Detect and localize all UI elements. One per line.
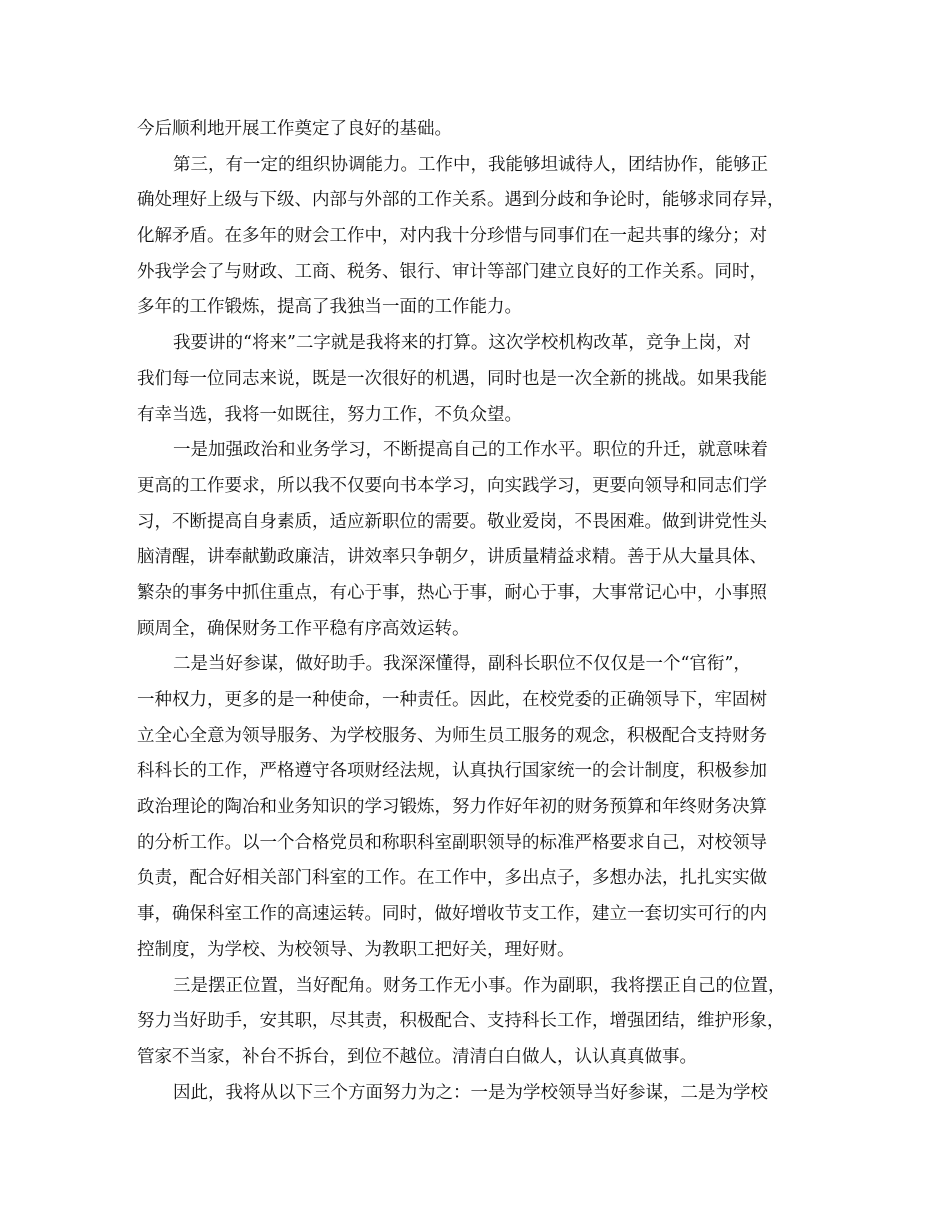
- text-line: 科科长的工作，严格遵守各项财经法规，认真执行国家统一的会计制度，积极参加: [137, 761, 767, 782]
- text-line: 控制度，为学校、为校领导、为教职工把好关，理好财。: [137, 939, 575, 960]
- text-line: 化解矛盾。在多年的财会工作中，对内我十分珍惜与同事们在一起共事的缘分；对: [137, 226, 767, 247]
- paragraph-first-line: 第三，有一定的组织协调能力。工作中，我能够坦诚待人，团结协作，能够正: [173, 154, 768, 175]
- text-line: 的分析工作。以一个合格党员和称职科室副职领导的标准严格要求自己，对校领导: [137, 832, 767, 853]
- paragraph-first-line: 二是当好参谋，做好助手。我深深懂得，副科长职位不仅仅是一个“官衔”，: [173, 654, 751, 675]
- text-line: 更高的工作要求，所以我不仅要向书本学习，向实践学习，更要向领导和同志们学: [137, 475, 767, 496]
- body-text: [137, 112, 827, 1111]
- text-line: 负责，配合好相关部门科室的工作。在工作中，多出点子，多想办法，扎扎实实做: [137, 868, 767, 889]
- text-line: 政治理论的陶冶和业务知识的学习锻炼，努力作好年初的财务预算和年终财务决算: [137, 797, 767, 818]
- text-line: 繁杂的事务中抓住重点，有心于事，热心于事，耐心于事，大事常记心中，小事照: [137, 582, 767, 603]
- text-line: 我们每一位同志来说，既是一次很好的机遇，同时也是一次全新的挑战。如果我能: [137, 368, 767, 389]
- paragraph-first-line: 因此，我将从以下三个方面努力为之：一是为学校领导当好参谋，二是为学校: [173, 1082, 768, 1103]
- text-line: 立全心全意为领导服务、为学校服务、为师生员工服务的观念，积极配合支持财务: [137, 725, 767, 746]
- text-line: 管家不当家，补台不拆台，到位不越位。清清白白做人，认认真真做事。: [137, 1046, 697, 1067]
- text-line: 有幸当选，我将一如既往，努力工作，不负众望。: [137, 404, 522, 425]
- text-line: 顾周全，确保财务工作平稳有序高效运转。: [137, 618, 470, 639]
- text-line: 脑清醒，讲奉献勤政廉洁，讲效率只争朝夕，讲质量精益求精。善于从大量具体、: [137, 547, 767, 568]
- text-line: 努力当好助手，安其职，尽其责，积极配合、支持科长工作，增强团结，维护形象，: [137, 1011, 785, 1032]
- paragraph-first-line: 一是加强政治和业务学习，不断提高自己的工作水平。职位的升迁，就意味着: [173, 440, 768, 461]
- text-line: 今后顺利地开展工作奠定了良好的基础。: [137, 119, 452, 139]
- text-line: 一种权力，更多的是一种使命，一种责任。因此，在校党委的正确领导下，牢固树: [137, 690, 767, 710]
- paragraph-first-line: 我要讲的“将来”二字就是我将来的打算。这次学校机构改革，竞争上岗，对: [173, 333, 751, 354]
- text-line: 事，确保科室工作的高速运转。同时，做好增收节支工作，建立一套切实可行的内: [137, 904, 767, 925]
- text-line: 习，不断提高自身素质，适应新职位的需要。敬业爱岗，不畏困难。做到讲党性头: [137, 511, 767, 532]
- text-line: 外我学会了与财政、工商、税务、银行、审计等部门建立良好的工作关系。同时，: [137, 261, 767, 282]
- paragraph-first-line: 三是摆正位置，当好配角。财务工作无小事。作为副职，我将摆正自己的位置，: [173, 975, 786, 996]
- text-line: 确处理好上级与下级、内部与外部的工作关系。遇到分歧和争论时，能够求同存异，: [137, 190, 785, 211]
- text-line: 多年的工作锻炼，提高了我独当一面的工作能力。: [137, 297, 522, 318]
